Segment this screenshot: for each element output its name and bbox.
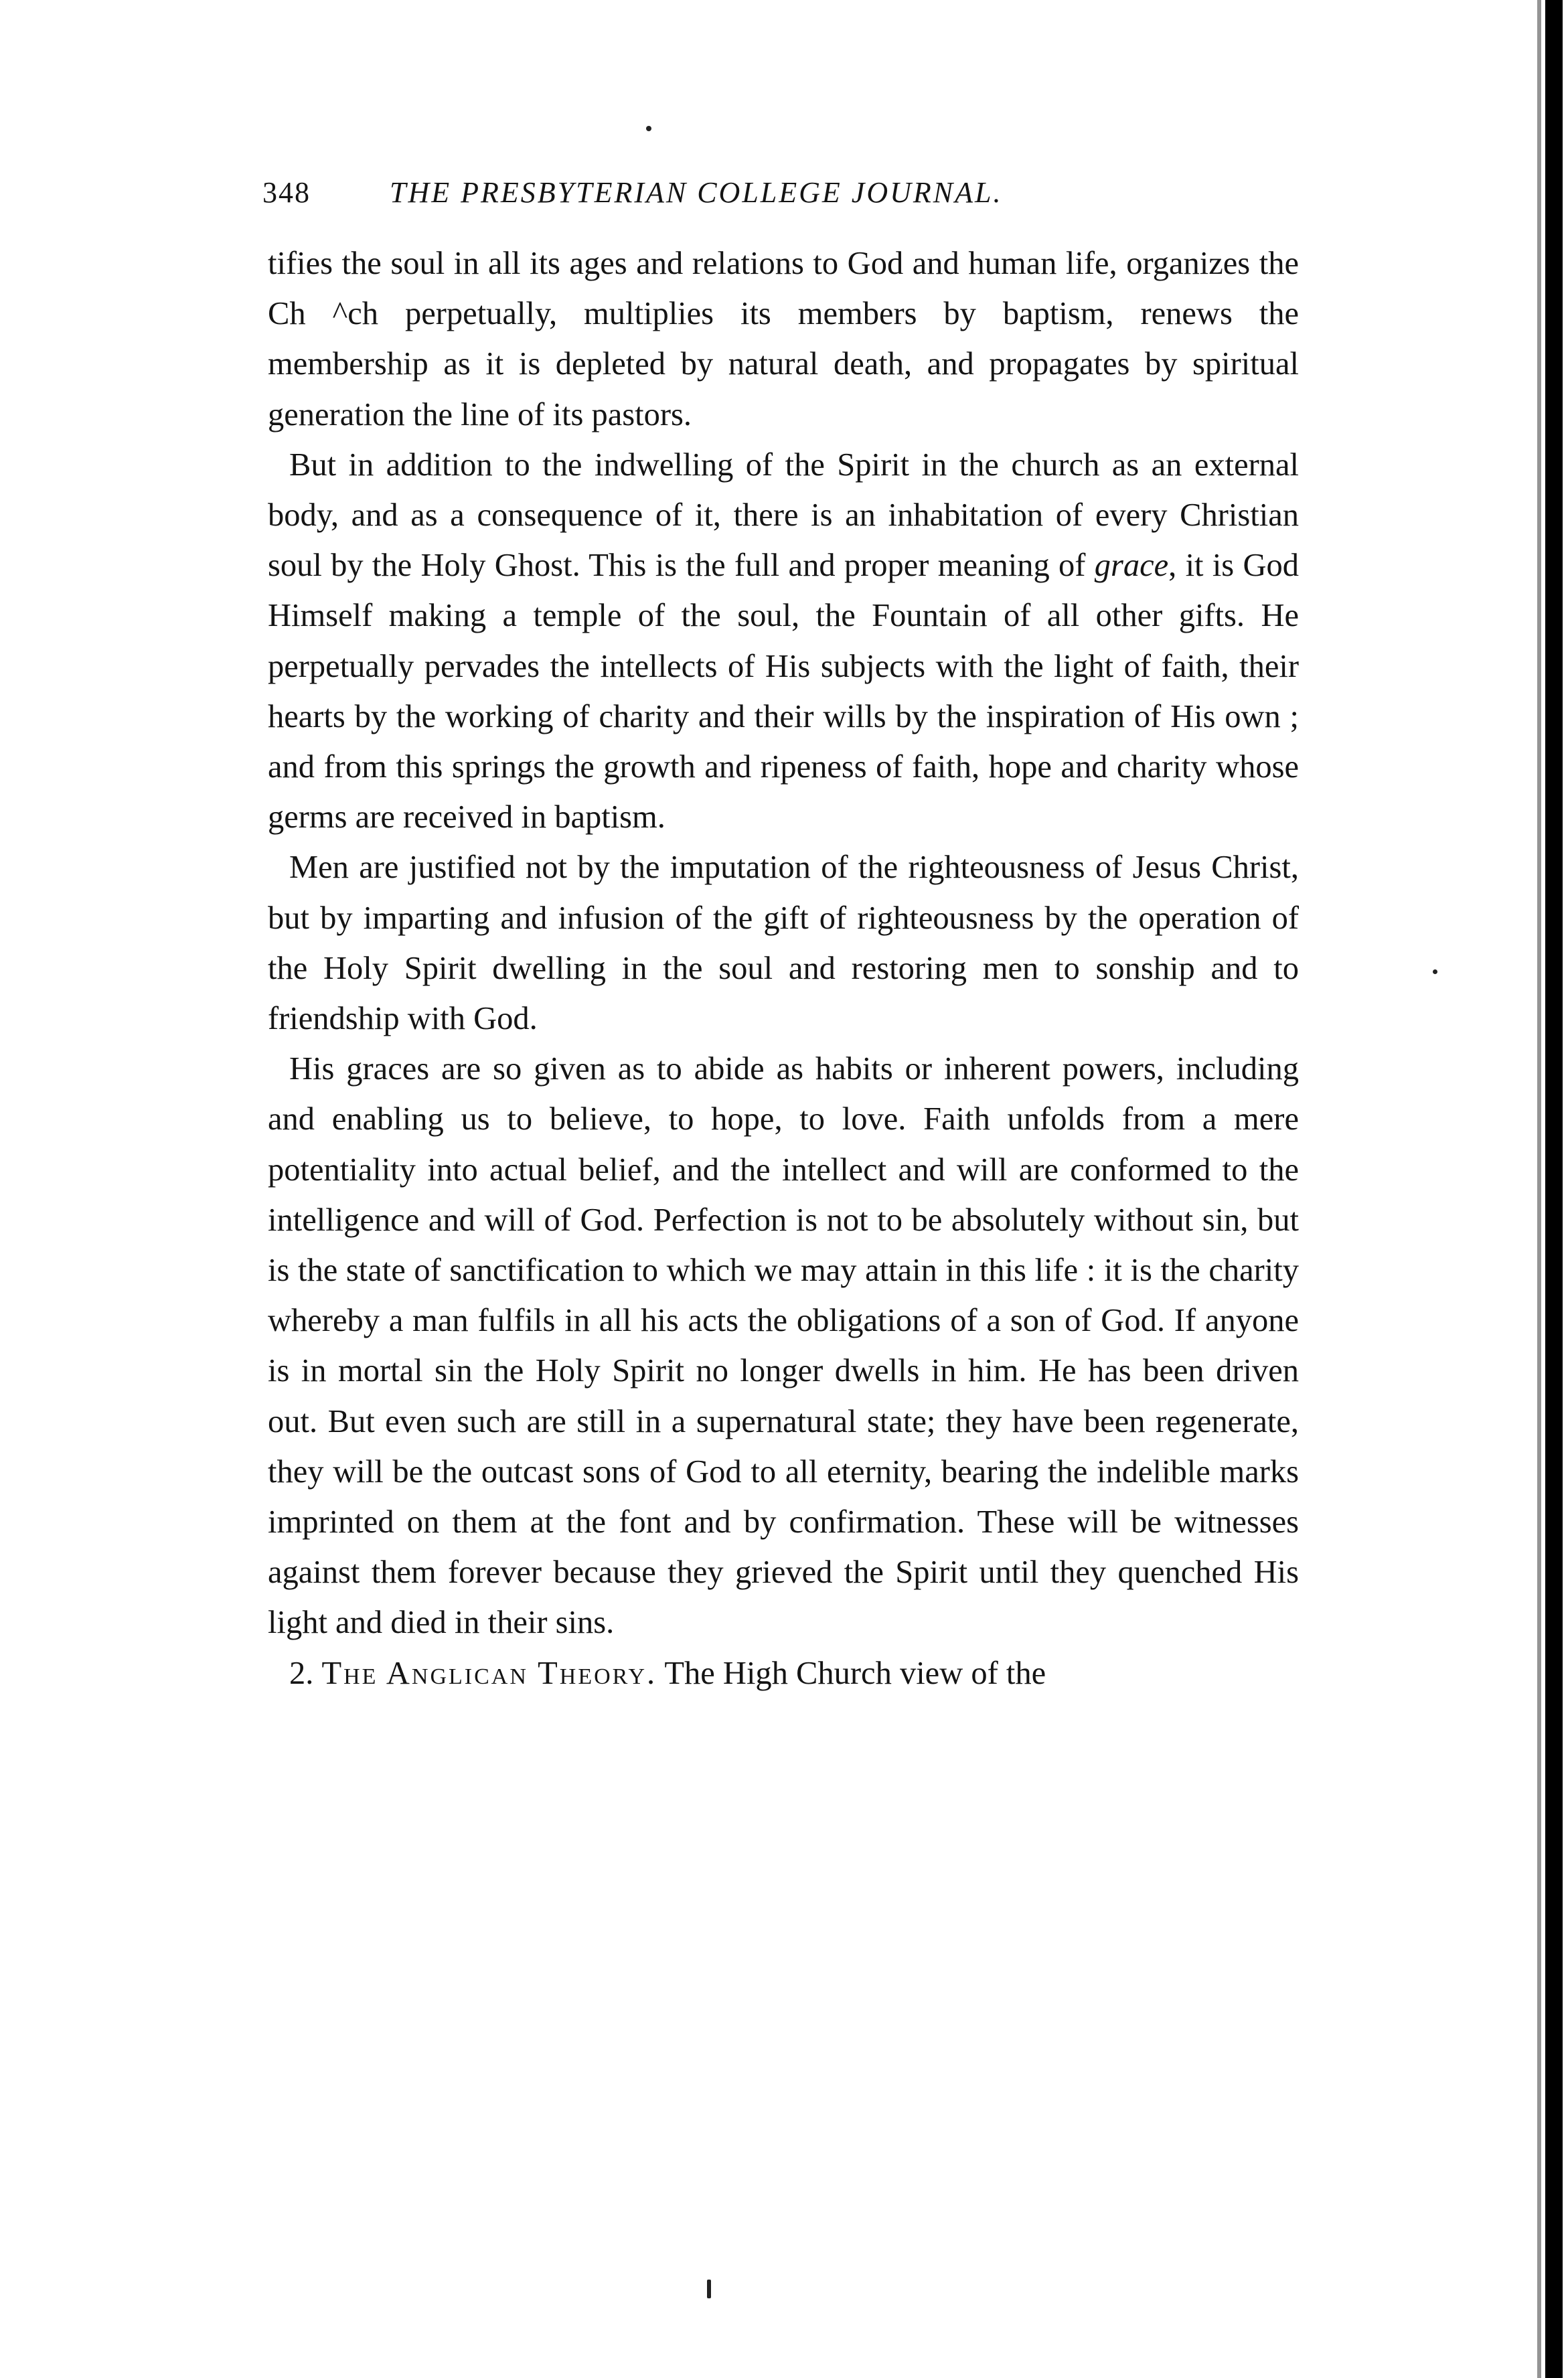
body-text xyxy=(268,238,1299,1698)
paragraph-text: , it is God Himself making a temple of the soul, the Fountain of all other gifts. He perpetually pervades the intellects of His subjects with the light of faith, their hearts by the working of charity and their wills by the inspiration of His own ; and from this springs the growth and ripeness of faith, hope and charity whose germs are received in baptism. xyxy=(268,548,1299,836)
emphasized-word: grace xyxy=(1094,548,1169,584)
paragraph: His graces are so given as to abide as habits or inherent powers, including and enabling us to believe, to hope, to love. Faith unfolds from a mere potentiality into actual belief, and the intellect and will are conformed to the intelligence and will of God. Perfection is not to be absolutely without sin, but is the state of sanctification to which we may attain in this life : it is the charity whereby a man fulfils in all his acts the obligations of a son of God. If anyone is in mortal sin the Holy Spirit no longer dwells in him. He has been driven out. But even such are still in a supernatural state; they have been regenerate, they will be the outcast sons of God to all eternity, bearing the indelible marks imprinted on them at the font and by confirmation. These will be witnesses against them forever because they grieved the Spirit until they quenched His light and died in their sins. xyxy=(268,1051,1299,1641)
paragraph: Men are justified not by the imputation of the righteousness of Jesus Christ, but by imparting and infusion of the gift of righteousness by the operation of the Holy Spirit dwelling in the soul and restoring men to sonship and to friendship with God. xyxy=(268,850,1299,1037)
ink-speck xyxy=(707,2280,711,2298)
paragraph-text: The High Church view of the xyxy=(664,1655,1046,1691)
paragraph: tifies the soul in all its ages and relations to God and human life, organizes the Ch ^ch perpetually, multiplies its members by baptism, renews the membership as it is depleted by natural death, and propagates by spiritual generation the line of its pastors. xyxy=(268,246,1299,432)
running-title: THE PRESBYTERIAN COLLEGE JOURNAL. xyxy=(390,176,1003,209)
running-header xyxy=(262,175,1307,222)
page-number: 348 xyxy=(262,176,311,209)
scan-edge-bar xyxy=(1545,0,1563,2378)
scan-edge-shadow xyxy=(1537,0,1541,2378)
paragraph xyxy=(268,1648,1299,1698)
section-number: 2. xyxy=(289,1655,314,1691)
paragraph-text: But in addition to the indwelling of the Spirit in the church as an external body, and as a consequence of it, there is an inhabitation of every Christian soul by the Holy Ghost. This is the full and proper meaning of xyxy=(268,447,1299,584)
paragraph xyxy=(268,440,1299,843)
section-title: The Anglican Theory. xyxy=(321,1655,657,1691)
ink-speck xyxy=(1433,969,1437,974)
ink-speck xyxy=(646,126,651,131)
